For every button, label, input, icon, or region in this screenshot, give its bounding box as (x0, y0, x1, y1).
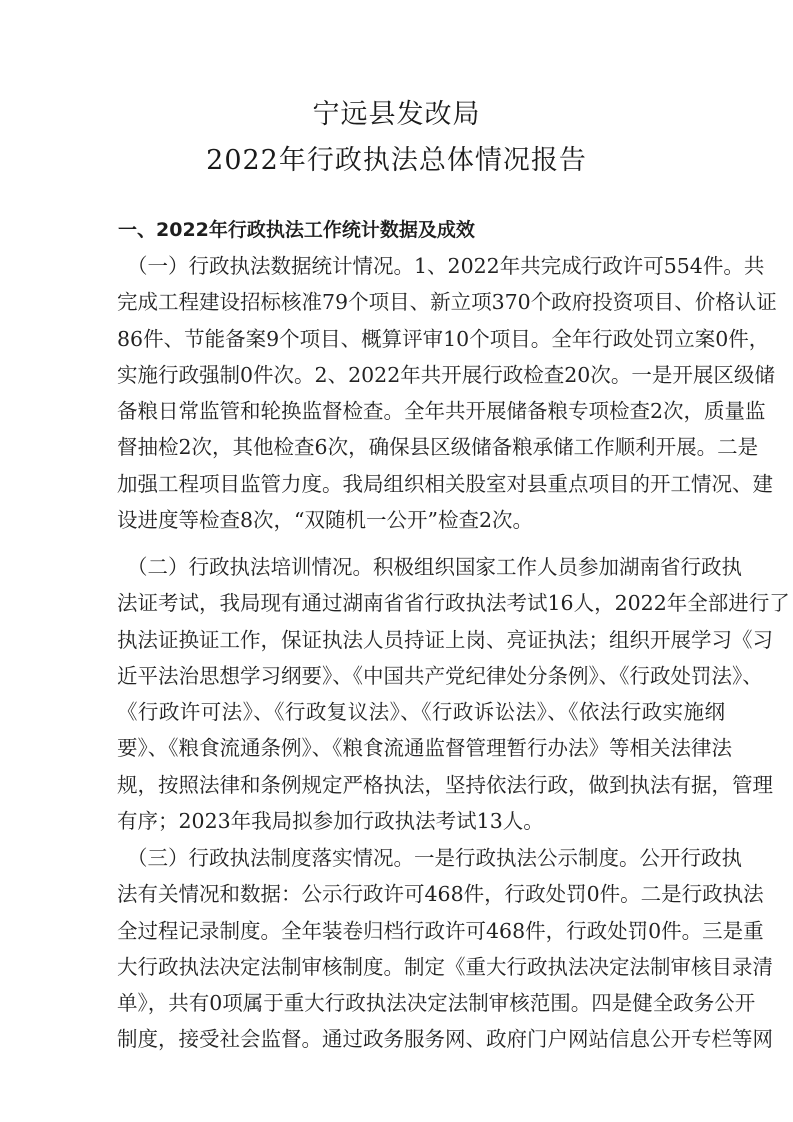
paragraph-training (117, 549, 790, 839)
text-line: 加强工程项目监管力度。我局组织相关股室对县重点项目的开工情况、建 (117, 471, 773, 496)
paragraph-institutions (117, 840, 773, 1058)
text-line: （一）行政执法数据统计情况。1、2022年共完成行政许可554件。共 (127, 254, 765, 278)
text-line: 单》，共有0项属于重大行政执法决定法制审核范围。四是健全政务公开 (117, 991, 756, 1016)
text-line: （三）行政执法制度落实情况。一是行政执法公示制度。公开行政执 (127, 846, 742, 870)
text-line: 实施行政强制0件次。2、2022年共开展行政检查20次。一是开展区级储 (117, 362, 775, 387)
text-line: 法有关情况和数据：公示行政许可468件，行政处罚0件。二是行政执法 (117, 882, 764, 907)
text-line: 法证考试，我局现有通过湖南省省行政执法考试16人，2022年全部进行了 (117, 591, 790, 616)
text-line: 备粮日常监管和轮换监督检查。全年共开展储备粮专项检查2次，质量监 (117, 399, 766, 424)
text-line: 近平法治思想学习纲要》、《中国共产党纪律处分条例》、《行政处罚法》、 (117, 663, 763, 688)
text-line: 督抽检2次，其他检查6次，确保县区级储备粮承储工作顺利开展。二是 (117, 435, 759, 460)
text-line: 要》、《粮食流通条例》、《粮食流通监督管理暂行办法》等相关法律法 (117, 736, 732, 761)
document-title-report: 2022年行政执法总体情况报告 (206, 145, 587, 176)
section-heading-1: 一、2022年行政执法工作统计数据及成效 (118, 219, 475, 241)
text-line: 设进度等检查8次，“双随机一公开”检查2次。 (117, 508, 534, 533)
text-line: 全过程记录制度。全年装卷归档行政许可468件，行政处罚0件。三是重 (117, 918, 764, 943)
document-title-agency: 宁远县发改局 (312, 99, 481, 130)
text-line: 大行政执法决定法制审核制度。制定《重大行政执法决定法制审核目录清 (117, 954, 773, 979)
text-line: （二）行政执法培训情况。积极组织国家工作人员参加湖南省行政执 (127, 555, 742, 579)
text-line: 完成工程建设招标核准79个项目、新立项370个政府投资项目、价格认证 (117, 290, 777, 315)
text-line: 规，按照法律和条例规定严格执法，坚持依法行政，做到执法有据，管理 (117, 772, 773, 797)
text-line: 制度，接受社会监督。通过政务服务网、政府门户网站信息公开专栏等网 (117, 1027, 773, 1052)
text-line: 有序；2023年我局拟参加行政执法考试13人。 (117, 809, 544, 834)
text-line: 《行政许可法》、《行政复议法》、《行政诉讼法》、《依法行政实施纲 (117, 700, 725, 725)
text-line: 86件、节能备案9个项目、概算评审10个项目。全年行政处罚立案0件， (117, 326, 770, 351)
paragraph-statistics (117, 248, 777, 538)
text-line: 执法证换证工作，保证执法人员持证上岗、亮证执法；组织开展学习《习 (117, 627, 773, 652)
